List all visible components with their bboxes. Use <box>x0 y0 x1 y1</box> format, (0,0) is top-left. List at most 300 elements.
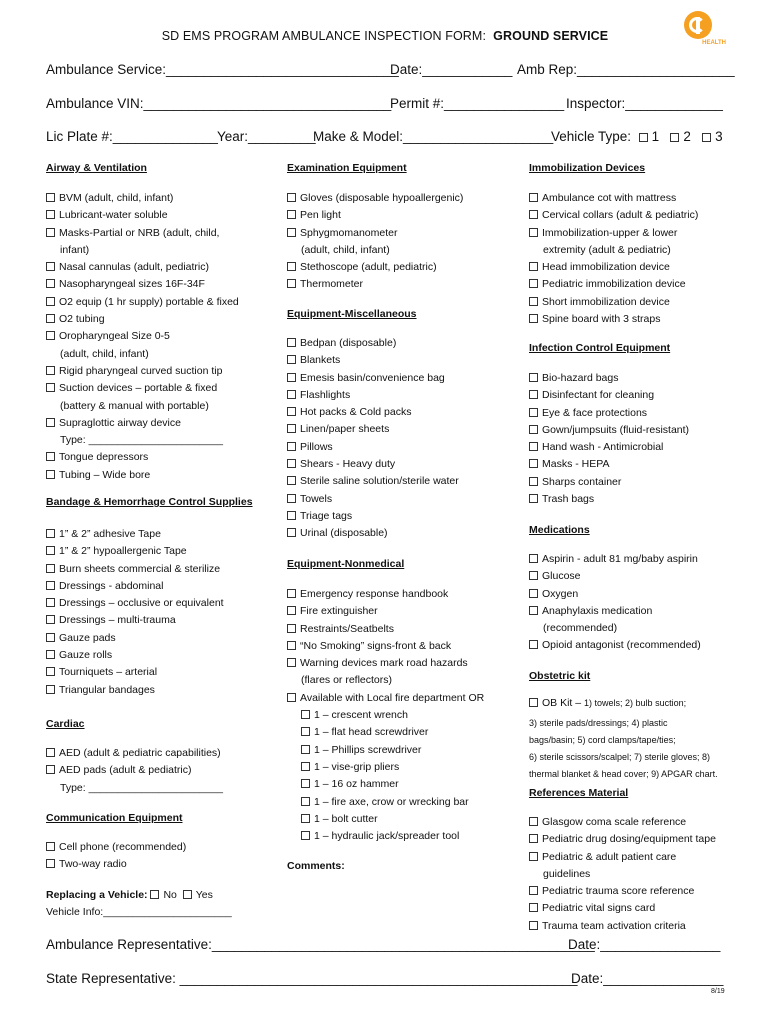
checklist-item-label: Emergency response handbook <box>300 588 449 600</box>
checkbox[interactable] <box>529 589 538 598</box>
checklist-item <box>287 276 463 293</box>
checklist-item-label: Masks - HEPA <box>542 458 610 471</box>
list-references <box>529 814 716 935</box>
checklist-item <box>287 707 484 724</box>
checkbox[interactable] <box>46 765 55 774</box>
checklist-item <box>287 776 484 793</box>
checklist-item <box>529 900 716 917</box>
checkbox[interactable] <box>301 762 310 771</box>
checklist-item <box>287 421 459 438</box>
checklist-item-label: Pediatric drug dosing/equipment tape <box>542 833 716 846</box>
checklist-item <box>287 690 484 707</box>
checklist-item <box>287 742 484 759</box>
checklist-item-label: Thermometer <box>300 278 364 291</box>
checklist-item-label: O2 equip (1 hr supply) portable & fixed <box>59 295 239 308</box>
checklist-item-label: Tongue depressors <box>59 451 149 464</box>
checkbox[interactable] <box>301 797 310 806</box>
checklist-item-label: extremity (adult & pediatric) <box>543 243 671 256</box>
list-misc <box>287 335 459 543</box>
checklist-item-label: Shears - Heavy duty <box>300 458 396 471</box>
checklist-item-label: Bio-hazard bags <box>542 372 619 384</box>
checklist-item <box>46 328 239 345</box>
checklist-item <box>287 828 484 845</box>
checklist-item-label: 1” & 2” adhesive Tape <box>59 528 161 540</box>
checkbox[interactable] <box>46 228 55 237</box>
checklist-item-label: Sterile saline solution/sterile water <box>300 475 459 488</box>
checklist-item-label: Sphygmomanometer <box>300 226 398 239</box>
list-bandage <box>46 526 224 699</box>
checkbox[interactable] <box>46 418 55 427</box>
list-communication <box>46 839 186 874</box>
checklist-item <box>46 207 239 224</box>
checkbox[interactable] <box>529 425 538 434</box>
checkbox[interactable] <box>529 279 538 288</box>
checklist-item-label: Sharps container <box>542 475 622 488</box>
checklist-item <box>529 370 689 387</box>
checklist-item <box>46 242 239 259</box>
checklist-item <box>287 724 484 741</box>
checklist-item <box>287 456 459 473</box>
checklist-item-label: Gloves (disposable hypoallergenic) <box>300 192 464 204</box>
checklist-item-label: Eye & face protections <box>542 406 648 419</box>
replacing-yes-checkbox[interactable] <box>183 890 192 899</box>
comments-label: Comments: <box>287 860 345 872</box>
checkbox[interactable] <box>46 470 55 479</box>
checkbox[interactable] <box>46 366 55 375</box>
checkbox[interactable] <box>529 886 538 895</box>
checklist-item <box>46 398 239 415</box>
checkbox[interactable] <box>46 685 55 694</box>
checklist-item-label: 1 – vise-grip pliers <box>314 760 400 773</box>
checkbox[interactable] <box>46 529 55 538</box>
checklist-item <box>46 595 224 612</box>
checklist-item-label: O2 tubing <box>59 313 105 326</box>
checklist-item <box>46 363 239 380</box>
checklist-item <box>529 883 716 900</box>
checklist-item <box>287 508 459 525</box>
page-code: 8/19 <box>711 988 725 995</box>
checklist-item <box>529 603 701 620</box>
checkbox[interactable] <box>46 633 55 642</box>
checklist-item-label: Dressings – occlusive or equivalent <box>59 597 224 610</box>
checkbox[interactable] <box>529 606 538 615</box>
checklist-item-label: 1 – hydraulic jack/spreader tool <box>314 830 460 843</box>
checklist-item-label: Disinfectant for cleaning <box>542 389 655 402</box>
checklist-item-label: Towels <box>300 492 333 505</box>
checkbox[interactable] <box>46 581 55 590</box>
checkbox[interactable] <box>46 262 55 271</box>
checkbox[interactable] <box>529 834 538 843</box>
vehicle-type: Vehicle Type: 1 2 3 <box>551 129 723 144</box>
checklist-item-label: Linen/paper sheets <box>300 423 390 436</box>
checkbox[interactable] <box>46 314 55 323</box>
checklist-item-label: 1 – crescent wrench <box>314 709 408 722</box>
checkbox[interactable] <box>287 355 296 364</box>
checklist-item <box>46 578 224 595</box>
checklist-item-label: Oropharyngeal Size 0-5 <box>59 330 170 343</box>
checkbox[interactable] <box>287 624 296 633</box>
checklist-item <box>287 759 484 776</box>
checklist-item <box>46 682 224 699</box>
checkbox[interactable] <box>46 748 55 757</box>
checklist-item-label: Short immobilization device <box>542 295 670 308</box>
checklist-item-label: Available with Local fire department OR <box>300 691 485 704</box>
checklist-item-label: 1 – fire axe, crow or wrecking bar <box>314 795 469 808</box>
checkbox[interactable] <box>287 606 296 615</box>
checklist-item <box>46 630 224 647</box>
checklist-item-label: Pillows <box>300 440 333 453</box>
checklist-item <box>46 780 223 797</box>
checklist-item <box>529 831 716 848</box>
checklist-item <box>529 276 698 293</box>
checklist-item-label: Pediatric immobilization device <box>542 278 686 291</box>
checkbox[interactable] <box>529 459 538 468</box>
checklist-item <box>46 561 224 578</box>
section-communication: Communication Equipment <box>46 812 183 824</box>
checkbox[interactable] <box>287 390 296 399</box>
checklist-item <box>287 491 459 508</box>
checkbox[interactable] <box>529 210 538 219</box>
checkbox[interactable] <box>529 314 538 323</box>
checklist-item <box>529 242 698 259</box>
ambulance-service-field[interactable]: Ambulance Service:_______________________________ <box>46 62 399 77</box>
checkbox[interactable] <box>46 615 55 624</box>
year-field[interactable]: Year:_________ <box>217 129 316 144</box>
checklist-item <box>46 664 224 681</box>
checklist-item-label: (flares or reflectors) <box>301 674 393 687</box>
list-cardiac <box>46 745 223 797</box>
form-title <box>0 29 770 43</box>
checkbox[interactable] <box>529 297 538 306</box>
checkbox[interactable] <box>529 228 538 237</box>
checkbox[interactable] <box>46 297 55 306</box>
checkbox[interactable] <box>529 408 538 417</box>
checklist-item-label: Pen light <box>300 209 341 222</box>
checkbox[interactable] <box>287 373 296 382</box>
checklist-item-label: Glucose <box>542 570 581 583</box>
checkbox[interactable] <box>287 262 296 271</box>
checklist-item <box>529 207 698 224</box>
checkbox[interactable] <box>46 279 55 288</box>
checkbox[interactable] <box>46 383 55 392</box>
checklist-item-label: Two-way radio <box>59 858 127 871</box>
checklist-item <box>529 456 689 473</box>
checklist-item-label: Gauze pads <box>59 631 116 644</box>
checklist-item <box>46 647 224 664</box>
checklist-item-label: Dressings - abdominal <box>59 579 164 592</box>
section-cardiac: Cardiac <box>46 718 85 730</box>
checklist-item-label: Anaphylaxis medication <box>542 604 653 617</box>
ambulance-rep-date[interactable]: Date:________________ <box>568 937 721 952</box>
checklist-item <box>287 655 484 672</box>
checklist-item <box>46 543 224 560</box>
checklist-item <box>46 276 239 293</box>
checkbox[interactable] <box>46 598 55 607</box>
checklist-item-label: (recommended) <box>543 622 618 635</box>
checklist-item <box>46 259 239 276</box>
checklist-item-label: “No Smoking” signs-front & back <box>300 639 452 652</box>
checklist-item <box>46 380 239 397</box>
checklist-item <box>46 762 223 779</box>
checklist-item <box>529 474 689 491</box>
checkbox[interactable] <box>287 338 296 347</box>
checklist-item <box>46 190 239 207</box>
checklist-item <box>287 473 459 490</box>
checklist-item <box>287 335 459 352</box>
checklist-item <box>46 856 186 873</box>
checklist-item-label: BVM (adult, child, infant) <box>59 192 174 204</box>
section-references: References Material <box>529 787 629 799</box>
checkbox[interactable] <box>529 373 538 382</box>
ambulance-vin-field[interactable]: Ambulance VIN:_________________________________ <box>46 96 392 111</box>
checklist-item <box>46 449 239 466</box>
checklist-item <box>287 794 484 811</box>
section-medications: Medications <box>529 524 590 536</box>
checklist-item-label: Flashlights <box>300 388 351 401</box>
checkbox[interactable] <box>287 658 296 667</box>
checklist-item-label: Warning devices mark road hazards <box>300 657 468 670</box>
ob-kit-checkbox[interactable] <box>529 698 538 707</box>
permit-field[interactable]: Permit #:________________ <box>390 96 565 111</box>
checkbox[interactable] <box>301 831 310 840</box>
replacing-no-checkbox[interactable] <box>150 890 159 899</box>
checkbox[interactable] <box>46 842 55 851</box>
checkbox[interactable] <box>46 564 55 573</box>
section-infection: Infection Control Equipment <box>529 342 671 354</box>
checkbox[interactable] <box>287 459 296 468</box>
list-medications <box>529 551 701 655</box>
checklist-item-label: 1” & 2” hypoallergenic Tape <box>59 545 187 558</box>
list-immobilization <box>529 190 698 328</box>
amb-rep-field[interactable]: Amb Rep:_____________________ <box>517 62 735 77</box>
checklist-item-label: Triage tags <box>300 509 353 522</box>
logo-text: HEALTH <box>702 40 726 46</box>
checklist-item-label: (adult, child, infant) <box>60 347 149 360</box>
checklist-item-label: Blankets <box>300 354 341 367</box>
checkbox[interactable] <box>46 546 55 555</box>
section-bandage: Bandage & Hemorrhage Control Supplies <box>46 496 253 508</box>
checklist-item-label: Tourniquets – arterial <box>59 666 158 679</box>
vehicle-type-1-checkbox[interactable] <box>639 133 648 142</box>
checkbox[interactable] <box>46 650 55 659</box>
health-logo <box>676 11 726 45</box>
checklist-item-label: Immobilization-upper & lower <box>542 226 678 239</box>
checklist-item-label: Emesis basin/convenience bag <box>300 371 445 384</box>
checkbox[interactable] <box>287 193 296 202</box>
ambulance-rep-signature[interactable]: Ambulance Representative:___________________________________________________ <box>46 937 595 952</box>
checkbox[interactable] <box>46 331 55 340</box>
checkbox[interactable] <box>301 727 310 736</box>
checklist-item <box>46 346 239 363</box>
checklist-item-label: Type: _______________________ <box>60 781 223 794</box>
section-immobilization: Immobilization Devices <box>529 162 646 174</box>
checklist-item <box>529 866 716 883</box>
vehicle-info-field[interactable]: Vehicle Info:______________________ <box>46 906 232 918</box>
checklist-item <box>46 225 239 242</box>
checkbox[interactable] <box>287 511 296 520</box>
checklist-item-label: Masks-Partial or NRB (adult, child, <box>59 226 220 239</box>
checklist-item <box>529 405 689 422</box>
section-airway: Airway & Ventilation <box>46 162 147 174</box>
checkbox[interactable] <box>287 589 296 598</box>
checklist-item-label: Head immobilization device <box>542 261 670 274</box>
ob-kit-details: 3) sterile pads/dressings; 4) plastic bags/basin; 5) cord clamps/tape/ties; 6) sterile scissors/scalpel; 7) sterile gloves; 8) thermal blanket & head cover; 9) APGAR chart. <box>529 718 718 779</box>
checkbox[interactable] <box>287 476 296 485</box>
checklist-item-label: (adult, child, infant) <box>301 243 390 256</box>
replacing-vehicle: Replacing a Vehicle: No Yes <box>46 889 213 901</box>
checklist-item <box>529 294 698 311</box>
section-examination: Examination Equipment <box>287 162 407 174</box>
checklist-item <box>46 612 224 629</box>
state-rep-signature[interactable]: State Representative: _____________________________________________________ <box>46 971 578 986</box>
checklist-item <box>287 439 459 456</box>
checkbox[interactable] <box>529 554 538 563</box>
checklist-item <box>529 225 698 242</box>
checklist-item <box>46 467 239 484</box>
checkbox[interactable] <box>46 210 55 219</box>
checkbox[interactable] <box>287 494 296 503</box>
checkbox[interactable] <box>529 571 538 580</box>
checklist-item <box>529 586 701 603</box>
list-airway <box>46 190 239 484</box>
checklist-item-label: 1 – flat head screwdriver <box>314 726 429 739</box>
checkbox[interactable] <box>287 442 296 451</box>
checkbox[interactable] <box>529 477 538 486</box>
checkbox[interactable] <box>301 745 310 754</box>
checkbox[interactable] <box>529 921 538 930</box>
checklist-item <box>529 422 689 439</box>
checklist-item-label: Ambulance cot with mattress <box>542 192 677 204</box>
checklist-item-label: guidelines <box>543 867 591 880</box>
checkbox[interactable] <box>287 228 296 237</box>
checklist-item <box>287 621 484 638</box>
checklist-item-label: Trash bags <box>542 493 595 506</box>
checklist-item <box>529 918 716 935</box>
checklist-item <box>529 259 698 276</box>
checkbox[interactable] <box>287 279 296 288</box>
checkbox[interactable] <box>46 193 55 202</box>
checkbox[interactable] <box>287 407 296 416</box>
checklist-item-label: Dressings – multi-trauma <box>59 614 176 627</box>
checklist-item-label: 1 – 16 oz hammer <box>314 778 399 791</box>
checklist-item <box>529 637 701 654</box>
lic-plate-field[interactable]: Lic Plate #:______________ <box>46 129 218 144</box>
checkbox[interactable] <box>287 210 296 219</box>
state-rep-date[interactable]: Date:________________ <box>571 971 724 986</box>
checklist-item-label: Opioid antagonist (recommended) <box>542 639 701 652</box>
section-nonmedical: Equipment-Nonmedical <box>287 558 405 570</box>
checkbox[interactable] <box>529 262 538 271</box>
checklist-item-label: Fire extinguisher <box>300 605 378 618</box>
section-misc: Equipment-Miscellaneous <box>287 308 417 320</box>
checkbox[interactable] <box>287 641 296 650</box>
checklist-item <box>46 432 239 449</box>
checklist-item-label: Trauma team activation criteria <box>542 919 686 932</box>
checkbox[interactable] <box>529 903 538 912</box>
checklist-item <box>287 672 484 689</box>
checklist-item-label: Pediatric & adult patient care <box>542 850 677 863</box>
checkbox[interactable] <box>529 817 538 826</box>
section-obstetric: Obstetric kit <box>529 670 591 682</box>
checklist-item-label: Supraglottic airway device <box>59 416 181 429</box>
checkbox[interactable] <box>287 528 296 537</box>
checklist-item <box>287 207 463 224</box>
checklist-item-label: Cervical collars (adult & pediatric) <box>542 209 699 222</box>
checkbox[interactable] <box>287 693 296 702</box>
list-nonmedical <box>287 586 484 845</box>
checklist-item <box>46 745 223 762</box>
checklist-item <box>529 568 701 585</box>
vehicle-type-3-checkbox[interactable] <box>702 133 711 142</box>
checklist-item <box>46 294 239 311</box>
checkbox[interactable] <box>46 452 55 461</box>
checklist-item-label: 1 – Phillips screwdriver <box>314 743 422 756</box>
checklist-item-label: Bedpan (disposable) <box>300 337 397 349</box>
checkbox[interactable] <box>46 859 55 868</box>
ob-kit-item: OB Kit – 1) towels; 2) bulb suction; <box>529 695 686 712</box>
checklist-item <box>287 638 484 655</box>
checkbox[interactable] <box>46 667 55 676</box>
checklist-item <box>529 849 716 866</box>
checkbox[interactable] <box>287 424 296 433</box>
checkbox[interactable] <box>529 390 538 399</box>
checklist-item <box>287 586 484 603</box>
checklist-item <box>287 387 459 404</box>
checklist-item-label: 1 – bolt cutter <box>314 812 378 825</box>
checklist-item <box>46 839 186 856</box>
checklist-item-label: AED pads (adult & pediatric) <box>59 764 192 777</box>
checklist-item-label: (battery & manual with portable) <box>60 399 209 412</box>
checklist-item-label: Nasal cannulas (adult, pediatric) <box>59 261 209 274</box>
checklist-item-label: Burn sheets commercial & sterilize <box>59 562 221 575</box>
checklist-item-label: Hand wash - Antimicrobial <box>542 441 664 454</box>
checklist-item <box>529 620 701 637</box>
checklist-item-label: Triangular bandages <box>59 683 155 696</box>
checkbox[interactable] <box>301 779 310 788</box>
checklist-item <box>529 814 716 831</box>
checklist-item-label: Hot packs & Cold packs <box>300 406 412 419</box>
checklist-item <box>287 811 484 828</box>
inspector-field[interactable]: Inspector:_____________ <box>566 96 723 111</box>
date-field[interactable]: Date:____________ <box>390 62 513 77</box>
checklist-item-label: Oxygen <box>542 587 579 600</box>
checkbox[interactable] <box>529 442 538 451</box>
checklist-item-label: AED (adult & pediatric capabilities) <box>59 747 221 759</box>
checklist-item <box>287 352 459 369</box>
checklist-item <box>287 259 463 276</box>
checklist-item <box>287 190 463 207</box>
checklist-item-label: Gauze rolls <box>59 649 113 662</box>
checkbox[interactable] <box>529 640 538 649</box>
checkbox[interactable] <box>301 710 310 719</box>
checkbox[interactable] <box>529 494 538 503</box>
checkbox[interactable] <box>301 814 310 823</box>
checklist-item <box>529 311 698 328</box>
title-main: SD EMS PROGRAM AMBULANCE INSPECTION FORM: <box>161 29 487 43</box>
checklist-item <box>46 311 239 328</box>
make-model-field[interactable]: Make & Model:____________________ <box>313 129 554 144</box>
checklist-item-label: Suction devices – portable & fixed <box>59 382 218 395</box>
checklist-item <box>529 190 698 207</box>
checklist-item <box>46 415 239 432</box>
checklist-item <box>287 525 459 542</box>
vehicle-type-2-checkbox[interactable] <box>670 133 679 142</box>
checklist-item <box>529 551 701 568</box>
checkbox[interactable] <box>529 193 538 202</box>
checklist-item-label: Stethoscope (adult, pediatric) <box>300 261 437 274</box>
checklist-item <box>46 526 224 543</box>
checkbox[interactable] <box>529 852 538 861</box>
